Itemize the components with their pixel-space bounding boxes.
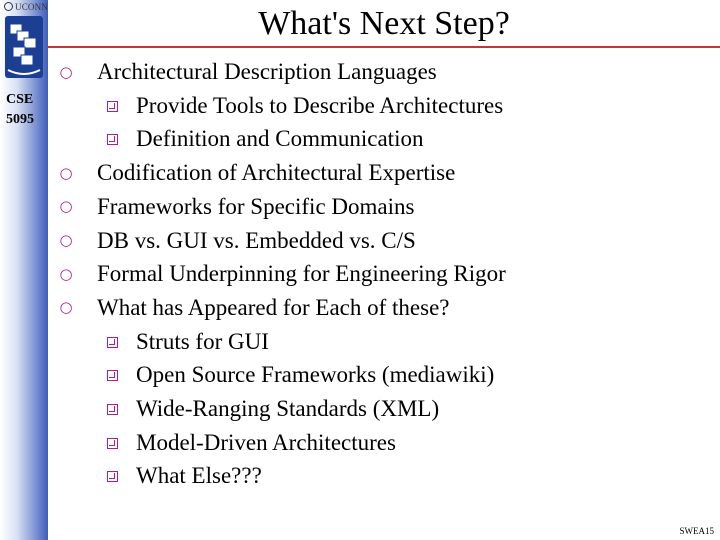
sidebar — [0, 0, 48, 540]
uconn-seal-icon — [4, 2, 13, 11]
bullet-marker-icon: ○ — [59, 62, 73, 81]
bullet-marker-icon: ○ — [59, 163, 73, 182]
bullet-item: Architectural Description Languages — [97, 59, 437, 84]
course-prefix: CSE — [6, 92, 34, 107]
sub-bullet-item: Open Source Frameworks (mediawiki) — [136, 362, 495, 388]
bullet-marker-icon: ○ — [59, 298, 73, 317]
title-divider — [48, 46, 720, 48]
bullet-item: Codification of Architectural Expertise — [97, 160, 456, 186]
sub-bullet-box-icon — [107, 471, 118, 482]
footer-label: SWEA15 — [679, 526, 714, 536]
bullet-item: What has Appeared for Each of these? — [97, 294, 450, 320]
uconn-logo-text — [4, 2, 48, 12]
sub-bullet-box-icon — [107, 101, 118, 112]
bullet-marker-icon: ○ — [59, 264, 73, 283]
sub-bullet-item: Model-Driven Architectures — [136, 429, 396, 455]
bullet-item: DB vs. GUI vs. Embedded vs. C/S — [97, 227, 416, 253]
sub-bullet-item: Wide-Ranging Standards (XML) — [136, 396, 440, 421]
logo-label: UCONN — [15, 2, 49, 12]
university-emblem-icon — [3, 14, 45, 80]
sub-bullet-box-icon — [107, 337, 118, 348]
bullet-item: Formal Underpinning for Engineering Rigor — [97, 261, 506, 287]
bullet-item: Frameworks for Specific Domains — [97, 193, 415, 219]
course-code — [6, 90, 46, 130]
sub-bullet-box-icon — [107, 370, 118, 381]
sub-bullet-item: Definition and Communication — [136, 126, 424, 152]
sub-bullet-box-icon — [107, 438, 118, 449]
sub-bullet-box-icon — [107, 404, 118, 415]
sub-bullet-item: What Else??? — [136, 463, 262, 489]
slide-title: What's Next Step? — [258, 5, 510, 42]
course-number: 5095 — [6, 112, 34, 127]
sub-bullet-item: Struts for GUI — [136, 328, 269, 354]
sub-bullet-item: Provide Tools to Describe Architectures — [136, 92, 504, 118]
bullet-marker-icon: ○ — [59, 197, 73, 216]
bullet-marker-icon: ○ — [59, 231, 73, 249]
sub-bullet-box-icon — [107, 134, 118, 145]
